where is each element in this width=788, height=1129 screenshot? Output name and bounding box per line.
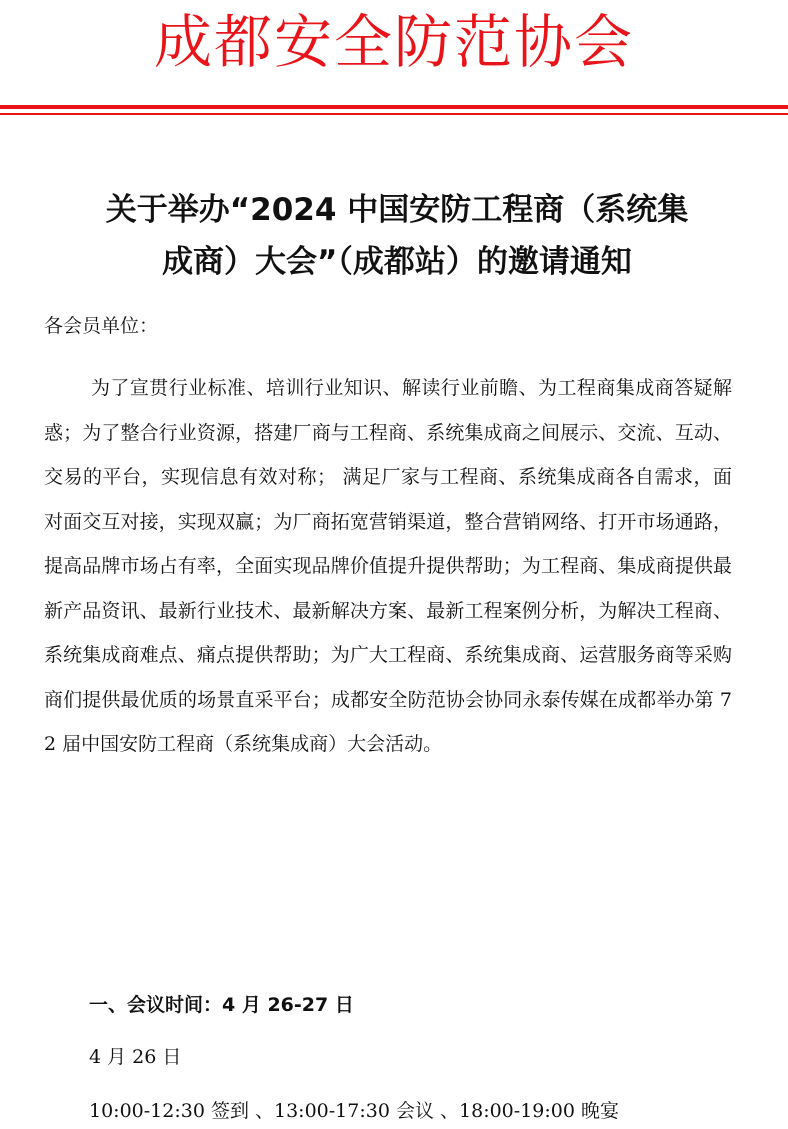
document-title-line-1: 关于举办“2024 中国安防工程商（系统集 — [105, 192, 689, 228]
meeting-schedule: 10:00-12:30 签到 、13:00-17:30 会议 、18:00-19:00 晚宴 — [89, 1100, 619, 1122]
letterhead-rule-thick — [0, 105, 788, 109]
section-heading-meeting-time: 一、会议时间：4 月 26-27 日 — [89, 994, 354, 1016]
document-title-line-2: 成商）大会”（成都站）的邀请通知 — [162, 244, 632, 280]
document-title — [52, 184, 742, 288]
body-paragraph: 为了宣贯行业标准、培训行业知识、解读行业前瞻、为工程商集成商答疑解惑；为了整合行业资源，搭建厂商与工程商、系统集成商之间展示、交流、互动、交易的平台，实现信息有效对称； 满足厂家与工程商、系统集成商各自需求，面对面交互对接，实现双赢；为厂商拓宽营销渠道，整合营销网络、打开市场通路，提高品牌市场占有率，全面实现品牌价值提升提供帮助；为工程商、集成商提供最新产品资讯、最新行业技术、最新解决方案、最新工程案例分析，为解决工程商、系统集成商难点、痛点提供帮助；为广大工程商、系统集成商、运营服务商等采购商们提供最优质的场景直采平台；成都安全防范协会协同永泰传媒在成都举办第 72 届中国安防工程商（系统集成商）大会活动。 — [44, 377, 732, 755]
letterhead-org-name: 成都安全防范协会 — [153, 8, 634, 76]
meeting-date: 4 月 26 日 — [89, 1046, 182, 1068]
letterhead-rule-thin — [0, 113, 788, 115]
salutation: 各会员单位： — [44, 315, 159, 337]
